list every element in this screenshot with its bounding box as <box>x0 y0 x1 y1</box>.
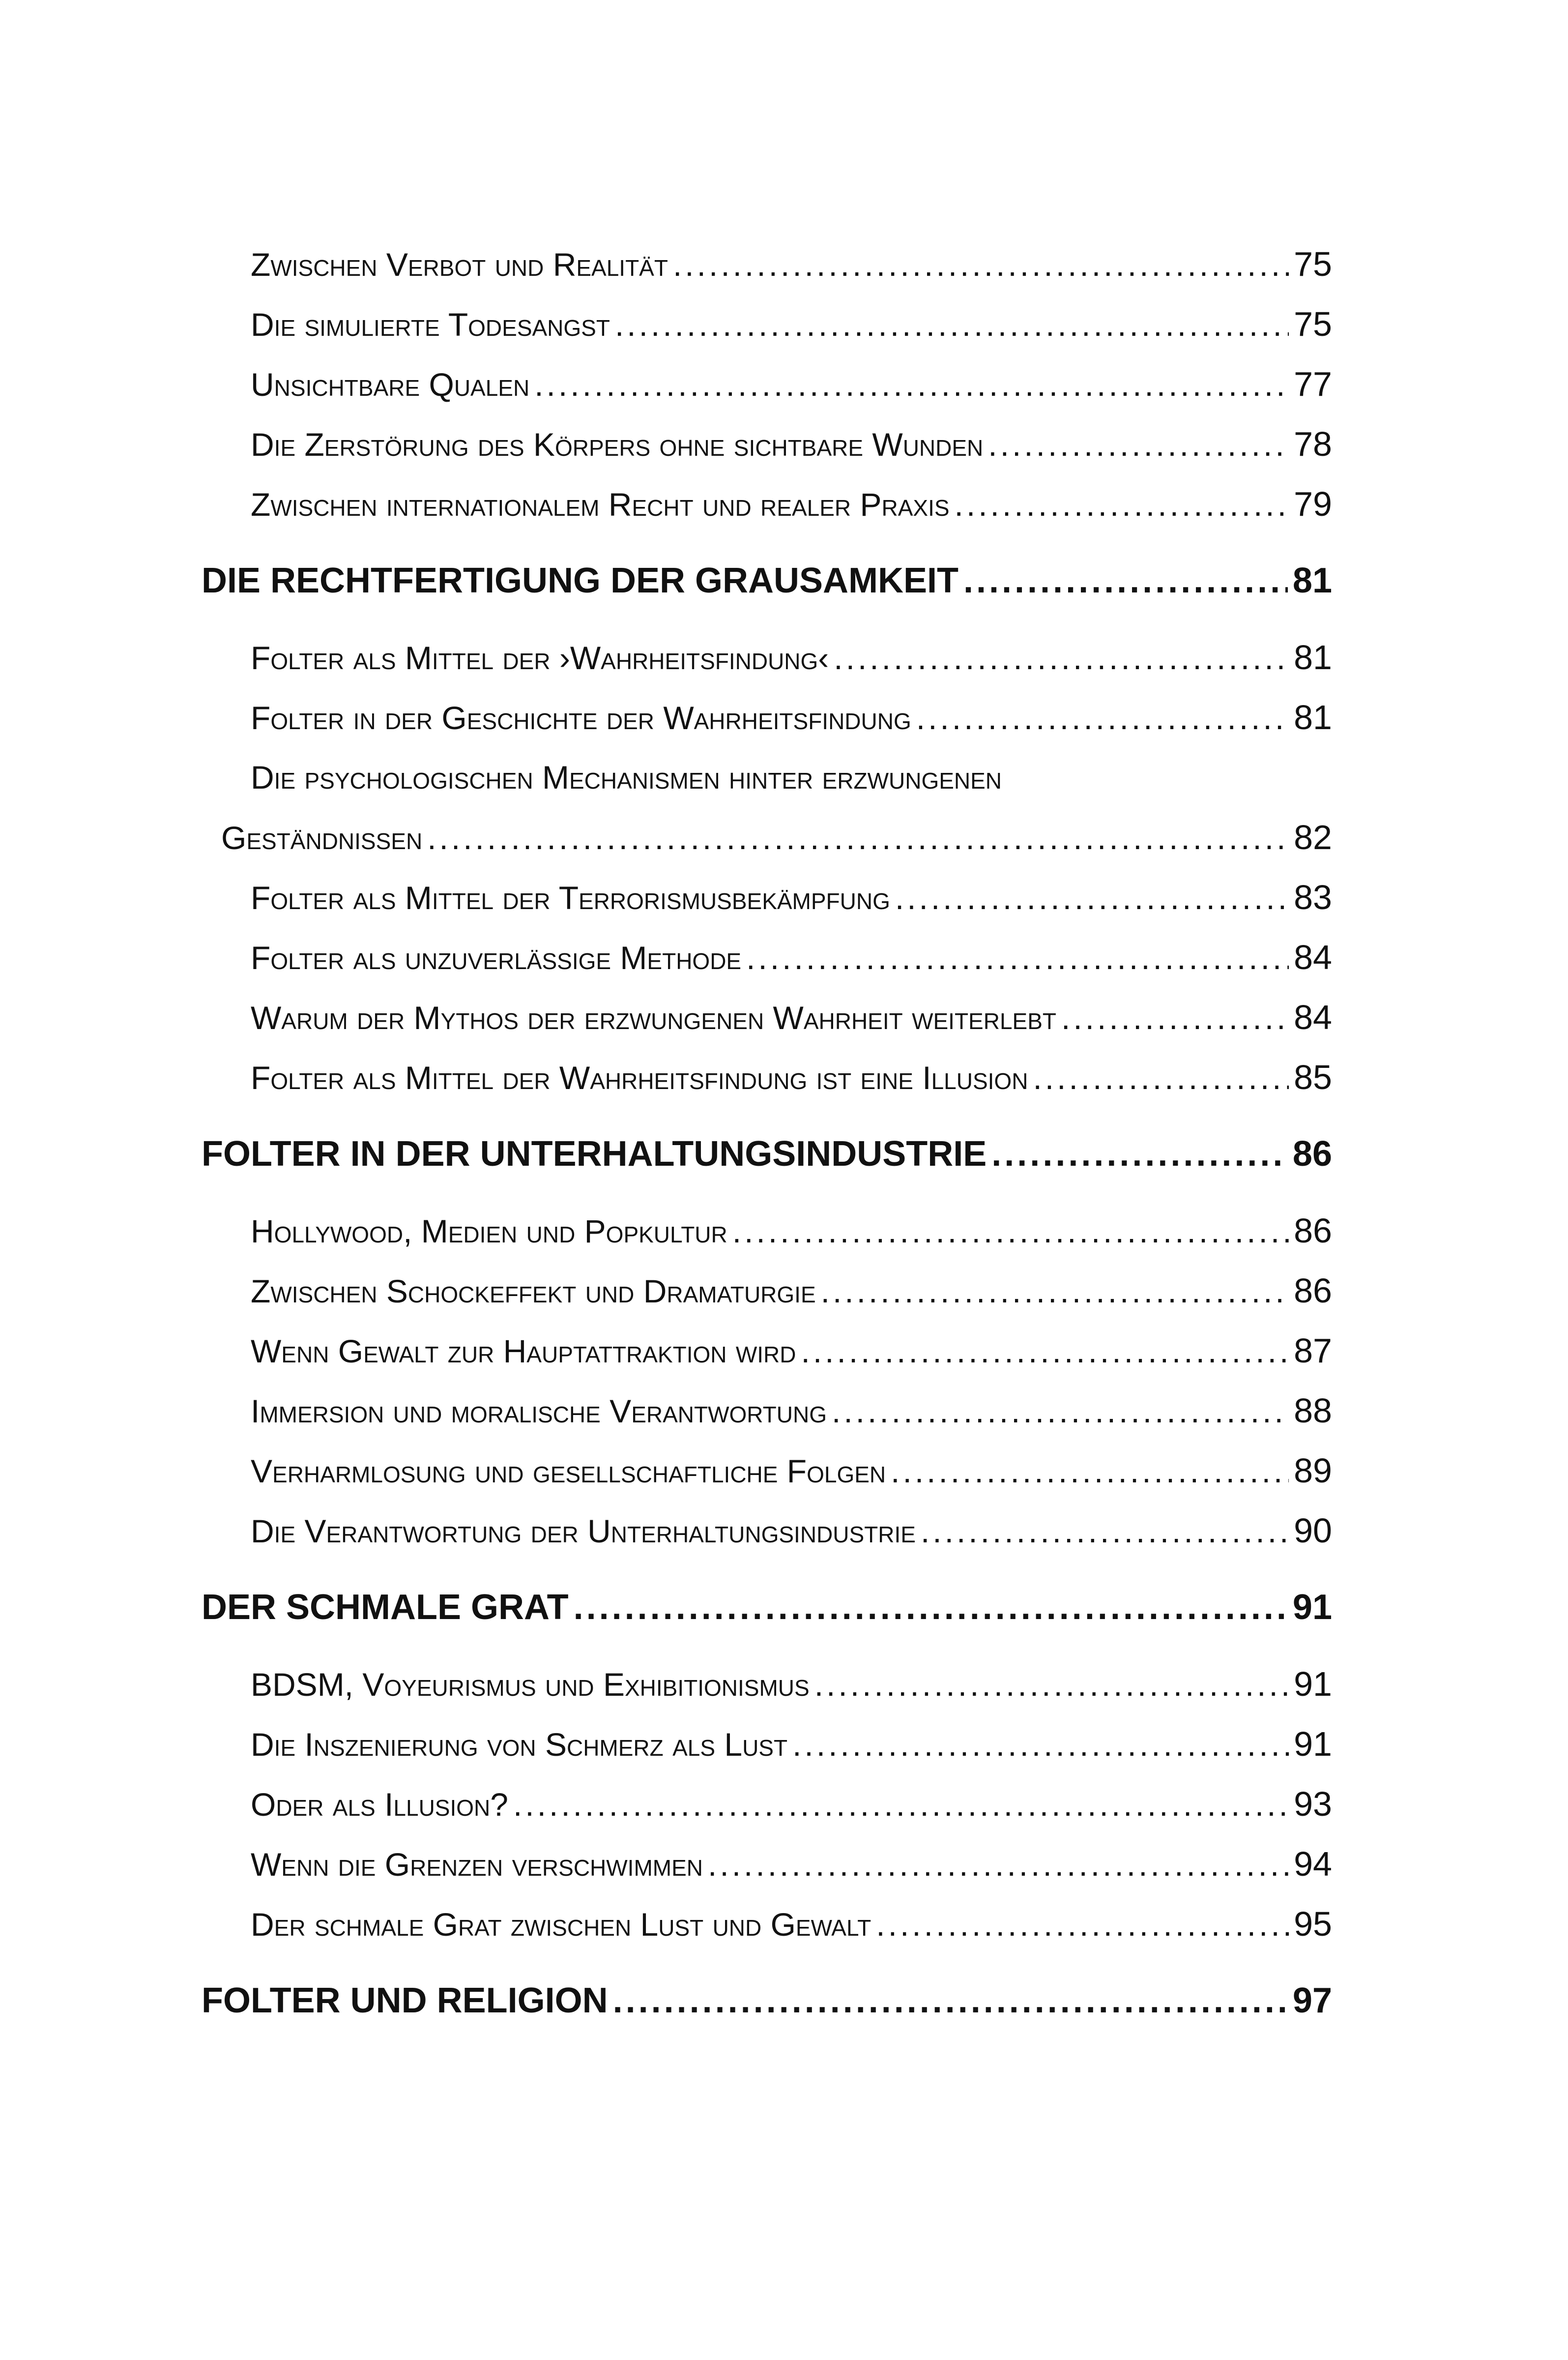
toc-entry-page: 75 <box>1294 245 1332 283</box>
toc-entry-page: 79 <box>1294 485 1332 523</box>
toc-entry-title: Die Zerstörung des Körpers ohne sichtbare Wunden <box>251 426 984 463</box>
dot-leader <box>832 1381 1289 1441</box>
toc-entry[interactable] <box>202 1381 1332 1441</box>
toc-entry[interactable] <box>202 1441 1332 1501</box>
toc-entry-page: 95 <box>1294 1905 1332 1943</box>
toc-entry-page: 78 <box>1294 425 1332 463</box>
dot-leader <box>963 539 1288 622</box>
toc-chapter-title: FOLTER UND RELIGION <box>202 1981 608 2020</box>
toc-entry[interactable] <box>202 1834 1332 1894</box>
dot-leader <box>821 1261 1289 1321</box>
toc-entry-page: 81 <box>1294 698 1332 737</box>
toc-entry-title: Unsichtbare Qualen <box>251 366 530 403</box>
dot-leader <box>708 1834 1289 1894</box>
toc-chapter-title: FOLTER IN DER UNTERHALTUNGSINDUSTRIE <box>202 1134 987 1174</box>
dot-leader <box>615 295 1289 354</box>
dot-leader <box>814 1654 1289 1714</box>
toc-entry[interactable] <box>202 414 1332 474</box>
toc-entry-page: 87 <box>1294 1331 1332 1370</box>
toc-chapter-page: 91 <box>1292 1588 1332 1627</box>
dot-leader <box>427 808 1289 868</box>
toc-entry-title: Wenn die Grenzen verschwimmen <box>251 1846 703 1883</box>
toc-entry-page: 84 <box>1294 938 1332 976</box>
toc-entry-title: Folter als Mittel der ›Wahrheitsfindung‹ <box>251 640 829 676</box>
toc-entry-title: Die Inszenierung von Schmerz als Lust <box>251 1726 788 1763</box>
toc-entry-title: Zwischen Verbot und Realität <box>251 246 668 283</box>
toc-entry-title: Folter als Mittel der Terrorismusbekämpfung <box>251 880 890 916</box>
dot-leader <box>988 414 1289 474</box>
toc-entry-title: Folter als unzuverlässige Methode <box>251 940 742 976</box>
dot-leader <box>534 354 1289 414</box>
dot-leader <box>891 1441 1289 1501</box>
table-of-contents <box>202 234 1332 2047</box>
toc-chapter[interactable] <box>202 1112 1332 1196</box>
toc-entry-page: 93 <box>1294 1785 1332 1823</box>
toc-chapter-page: 81 <box>1292 561 1332 600</box>
toc-entry-page: 89 <box>1294 1451 1332 1490</box>
toc-entry-title: Der schmale Grat zwischen Lust und Gewalt <box>251 1906 871 1943</box>
toc-entry-title-continued: Geständnissen <box>221 820 423 856</box>
toc-entry[interactable] <box>202 354 1332 414</box>
toc-entry[interactable] <box>202 1201 1332 1261</box>
toc-entry-title: Immersion und moralische Verantwortung <box>251 1393 827 1429</box>
dot-leader <box>1033 1048 1289 1108</box>
toc-entry[interactable] <box>202 294 1332 354</box>
dot-leader <box>916 688 1289 748</box>
toc-chapter[interactable] <box>202 539 1332 622</box>
toc-entry-title: Die Verantwortung der Unterhaltungsindustrie <box>251 1513 916 1549</box>
dot-leader <box>801 1321 1289 1381</box>
toc-entry[interactable] <box>202 1654 1332 1714</box>
dot-leader <box>1061 988 1289 1048</box>
toc-entry-wrapped-line1[interactable] <box>202 747 1332 807</box>
toc-entry-title: Zwischen Schockeffekt und Dramaturgie <box>251 1273 816 1309</box>
toc-entry-page: 85 <box>1294 1058 1332 1096</box>
toc-entry[interactable] <box>202 1714 1332 1774</box>
toc-entry[interactable] <box>202 1501 1332 1561</box>
toc-entry[interactable] <box>202 1047 1332 1107</box>
toc-entry-title: Oder als Illusion? <box>251 1786 508 1823</box>
toc-entry[interactable] <box>202 474 1332 534</box>
toc-entry-page: 86 <box>1294 1211 1332 1250</box>
toc-entry-page: 91 <box>1294 1665 1332 1703</box>
toc-entry-title: Wenn Gewalt zur Hauptattraktion wird <box>251 1333 796 1369</box>
toc-entry-page: 81 <box>1294 638 1332 677</box>
dot-leader <box>991 1112 1288 1196</box>
toc-entry-page: 77 <box>1294 365 1332 403</box>
toc-entry-page: 82 <box>1294 818 1332 856</box>
dot-leader <box>792 1714 1289 1774</box>
dot-leader <box>732 1201 1289 1261</box>
toc-entry-title: Die simulierte Todesangst <box>251 306 610 343</box>
dot-leader <box>673 235 1289 295</box>
toc-entry-title: Die psychologischen Mechanismen hinter erzwungenen <box>251 759 1002 796</box>
toc-entry[interactable] <box>202 867 1332 927</box>
toc-entry[interactable] <box>202 987 1332 1047</box>
dot-leader <box>921 1501 1289 1561</box>
toc-entry[interactable] <box>202 687 1332 747</box>
toc-chapter-page: 86 <box>1292 1134 1332 1174</box>
dot-leader <box>746 928 1289 988</box>
toc-entry-title: BDSM, Voyeurismus und Exhibitionismus <box>251 1666 810 1703</box>
toc-entry[interactable] <box>202 1894 1332 1954</box>
toc-entry-title: Verharmlosung und gesellschaftliche Folgen <box>251 1453 886 1489</box>
toc-entry[interactable] <box>202 234 1332 294</box>
toc-entry-page: 83 <box>1294 878 1332 916</box>
toc-entry-page: 88 <box>1294 1391 1332 1430</box>
toc-entry-page: 84 <box>1294 998 1332 1036</box>
toc-entry-title: Zwischen internationalem Recht und realer Praxis <box>251 486 950 523</box>
toc-chapter[interactable] <box>202 1565 1332 1649</box>
dot-leader <box>513 1774 1289 1834</box>
toc-entry[interactable] <box>202 927 1332 987</box>
toc-entry-page: 94 <box>1294 1845 1332 1883</box>
dot-leader <box>613 1959 1288 2042</box>
toc-entry[interactable] <box>202 1774 1332 1834</box>
toc-entry-page: 90 <box>1294 1511 1332 1550</box>
dot-leader <box>955 474 1289 534</box>
toc-entry-title: Folter als Mittel der Wahrheitsfindung ist eine Illusion <box>251 1060 1028 1096</box>
toc-chapter[interactable] <box>202 1959 1332 2042</box>
toc-entry[interactable] <box>202 1261 1332 1321</box>
toc-entry[interactable] <box>202 627 1332 687</box>
dot-leader <box>895 868 1289 928</box>
toc-chapter-title: DER SCHMALE GRAT <box>202 1588 569 1627</box>
toc-entry-title: Warum der Mythos der erzwungenen Wahrheit weiterlebt <box>251 1000 1056 1036</box>
toc-chapter-title: DIE RECHTFERTIGUNG DER GRAUSAMKEIT <box>202 561 959 600</box>
toc-entry-page: 91 <box>1294 1725 1332 1763</box>
toc-entry-title: Hollywood, Medien und Popkultur <box>251 1213 727 1249</box>
dot-leader <box>876 1894 1289 1954</box>
dot-leader <box>574 1565 1288 1649</box>
toc-entry-title: Folter in der Geschichte der Wahrheitsfindung <box>251 700 911 736</box>
dot-leader <box>834 628 1289 688</box>
toc-entry-page: 86 <box>1294 1271 1332 1310</box>
toc-chapter-page: 97 <box>1292 1981 1332 2020</box>
toc-entry[interactable] <box>202 1321 1332 1381</box>
toc-entry-wrapped-line2[interactable] <box>202 807 1332 867</box>
toc-entry-page: 75 <box>1294 305 1332 343</box>
